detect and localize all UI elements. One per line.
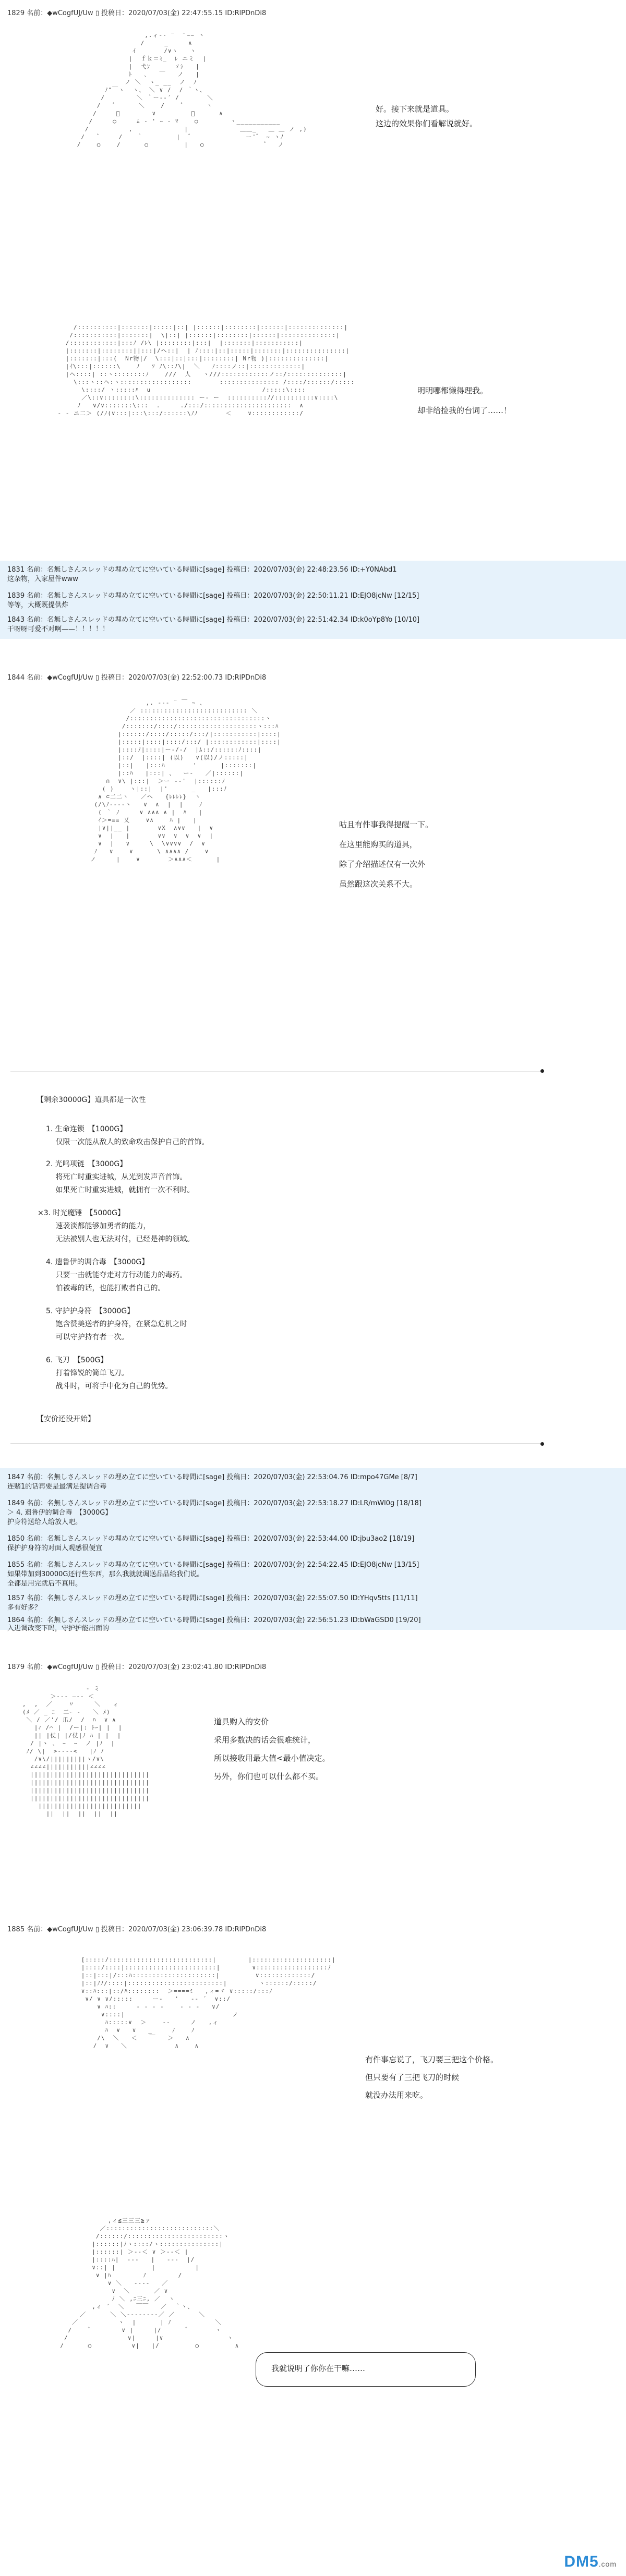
shop-footer: 【安价还没开始】 (37, 1415, 95, 1423)
reply-msg: 连赌1的话再要是最满足提调合毒 (7, 1483, 107, 1491)
reply-meta: 1855 名前：名無しさんスレッドの埋め立てに空いている時間に[sage] 投稿日：2020/07/03(金) 22:54:22.45 ID:EJO8jcNw [13/15] (7, 1561, 419, 1569)
shop-item: 速袭淡都能够加勇者的能力， (46, 1222, 151, 1230)
shop-item: 可以守护持有者一次。 (46, 1333, 129, 1341)
reply-meta: 1839 名前：名無しさんスレッドの埋め立てに空いている時間に[sage] 投稿日：2020/07/03(金) 22:50:11.21 ID:EJO8jcNw [12/15] (7, 592, 419, 600)
reply-meta: 1850 名前：名無しさんスレッドの埋め立てに空いている時間に[sage] 投稿日：2020/07/03(金) 22:53:44.00 ID:jbu3ao2 [18/19] (7, 1535, 415, 1543)
reply-meta: 1847 名前：名無しさんスレッドの埋め立てに空いている時間に[sage] 投稿日：2020/07/03(金) 22:53:04.76 ID:mpo47GMe [8/7] (7, 1473, 417, 1481)
reply-meta: 1849 名前：名無しさんスレッドの埋め立てに空いている時間に[sage] 投稿日：2020/07/03(金) 22:53:18.27 ID:LR/mWl0g [18/18] (7, 1499, 422, 1507)
speech-1829-4: 却非给捡我的台词了……！ (417, 406, 512, 415)
dm5-logo (564, 2553, 617, 2571)
shop-item: 如果死亡时重实进城，就拥有一次不利时。 (46, 1186, 195, 1194)
speech-1885-1: 有件事忘说了，飞刀要三把这个价格。 (365, 2055, 499, 2064)
shop-item: 怕被毒的话，也能打败者自己的。 (46, 1284, 165, 1292)
speech-1844-2: 在这里能购买的道具， (339, 840, 418, 849)
reply-msg: 全都是用完就后不真用。 (7, 1580, 82, 1588)
divider-dot (540, 1069, 544, 1073)
logo-brand: DM5 (564, 2553, 599, 2570)
shop-item: 饱含赞美送者的护身符，在紧急危机之时 (46, 1320, 187, 1328)
speech-1829-2: 这边的效果你们看解说就好。 (376, 119, 478, 128)
shop-title: 【剩余30000G】道具都是一次性 (37, 1096, 146, 1104)
reply-msg: 入进调改变下吗，守护护能出面的 (7, 1625, 110, 1632)
shop-item: 只要一击就能夺走对方行动能力的毒药。 (46, 1271, 187, 1279)
ascii-art-figure-5: [:::::/::::::::::::::::::::::::::| |::::::::::::::::::::| |::::/::::|:::::::::::::::::::::::| ∨::::::::::::::::::ﾉ |::|:::|/:::ﾊ:::::::::::::::::::::| ∨:::::::::::::/ |::|ﾉﾉ/::::|::::::::::::::::::::::::| ヽ::::::/:::::/ ∨::ﾊ:::|::/ﾊ:::::::: ＞====ﾐ ,ィ=ヾ ∨:::::/:::ﾉ ∨/ ∨ ∨/::::: ー‐ ' ‐‐ ´ ∨::/ ∨ ﾊ:: ‐ ‐ ‐ ‐ ‐ ‐ ‐ ∨/ ∨::::| ノ ﾊ:::::∨ ＞ ‐‐ ノ ,ィ ﾊ ∨ ∨ _ ﾉ ﾉ /\ ＼ ＜ ￣ ＞ ∧ / ∨ ＼ ∧ ∧ (81, 1956, 336, 2049)
shop-item: 4. 遗鲁伊的调合毒 【3000G】 (46, 1258, 149, 1266)
shop-item: 战斗时，可将手中化为自己的优势。 (46, 1382, 173, 1390)
post-header-1829: 1829 名前：◆wCogfUJ/Uw ▯ 投稿日：2020/07/03(金) 22:47:55.15 ID:RlPDnDi8 (7, 9, 267, 17)
speech-1879-4: 另外，你们也可以什么都不买。 (214, 1772, 324, 1781)
speech-1885-2: 但只要有了三把飞刀的时候 (365, 2073, 460, 2082)
divider-dot (540, 1442, 544, 1446)
logo-suffix: .com (598, 2560, 617, 2568)
ascii-art-figure-3: ,. -‐- ¨ ￣ ~ 、 ／ ::::::::::::::::::::::::::: ＼ /::::::::::::::::::::::::::::::::::ヽ /:::::::/::::/::::::::::::::::::::ヽ:::ﾊ |::::::/::::/:::::/:::/|:::::::::::|::::| |:::::|::::|::::/:::/ |::::::::::::|::::| |::::ﾉ|::::|ー-/-/ |ﾑ::/::::::ﾉ::::| |::/ |::::| (以) ∨(以)/ノ:::::| |::| |:::ﾊ ' |:::::::| |::ﾊ |:::| 、 ー‐ ／|::::::| ∩ ∨\ |:::| ＞ー ‐‐' |::::::ﾉ ( ) ヽ|::| |' _ |:::ﾉ ∧ ⊂二二ヽ ／ヘ {ﾚﾚﾚﾚ} ヽ (/\ﾉ-‐‐‐ヽ ∨ ∧ | | ﾉ ( ｀ ﾉ ∨ ∧∧∧ ∧ | ﾊ | ｲ＞=≡≡ 乂 ∨∧ ﾊ | | |∨||__ | ∨X ∧∨∨ | ∨ ∨ | | ∨∨ ∨ ∨ ∨ | ∨ | ∨ \ \∨∨∨∨ / ∨ ﾉ ∨ ∨ \ ∧∧∧∧ / ∨ ノ | ∨ ＞∧∧∧＜ | (90, 699, 281, 863)
speech-1829-1: 好。接下来就是道具。 (376, 104, 454, 114)
shop-item: 打着锋锐的简单飞刀。 (46, 1369, 129, 1377)
reply-msg: ＞ 4. 遗鲁伊的调合毒 【3000G】 (7, 1509, 112, 1517)
shop-item: 仅限一次能从敌人的致命攻击保护自己的首饰。 (46, 1138, 209, 1146)
speech-1829-3: 明明哪都懒得理我。 (417, 386, 488, 395)
shop-item: 无法被别人也无法对付，已经是神的领域。 (46, 1235, 195, 1243)
reply-msg: 等等，大概既提供炸 (7, 601, 69, 609)
reply-msg: 护身符送给人给放人吧。 (7, 1518, 82, 1526)
reply-msg: 干呀呀可爱不对啊——！！！！！ (7, 625, 110, 633)
speech-1844-1: 咕且有件事我得提醒一下。 (339, 820, 434, 829)
ascii-art-figure-1: ,.ィ-‐ ¨ ̄ ~~ ヽ / _ ∧ ｲ /∨ヽ ヽ | ｆｋ＝ﾐ_ ﾚ ニミ | | 弋ﾝ ゞｼ | ﾄ ､ ￣ ノ | ノ ＼ ヽ_ __ ノ ﾉ ﾉ"￣ヽ ヽ、 ＼ ∨ / / ｀ヽ、 / ＼ ｀ー‐‐´ / ＼ / ゚ ＼ / ゚ ヽ / ゚ ∨ ゚ ∧ / ○ ﾑ ‐ ' ｰ ‐ ﾏ ○ ヽ___________ / , | ＿＿_ ＿ ＿ ノ ,) / ゚ / ゚ | ゚ ー' ゚ ~ ヽﾉ / ○ / ○ | ○ ゚ ノ (77, 32, 307, 148)
reply-band-2 (0, 1468, 626, 1630)
reply-meta: 1843 名前：名無しさんスレッドの埋め立てに空いている時間に[sage] 投稿日：2020/07/03(金) 22:51:42.34 ID:k0oYp8Yo [10/10] (7, 616, 420, 624)
reply-msg: 多有好多？ (7, 1604, 42, 1612)
ascii-art-figure-2: /::::::::::|:::::::|:::::|::| |::::::|::::::::|::::::|::::::::::::::| /:::::::::::|:::::::| \|::| |::::::|::::::::|::::::|::::::::::::::| /::::::::::::|:::ﾉ /ﾚ\ |::::::::|:::| |:::::::|:::::::::::| |:::::::|::::::::||:::|/ヘ::| | ﾉ::::|::|:::::|:::::::|:::::::::::::::| |:::::::|:::( Nr物|/ \:::|::|:::|::::::::| Nr物 )|::::::::::::::| |ｲ\:::|::::::\ ﾉ ｿ ﾉ\::ﾉ\| ＼ ﾉ::::ノ::|:::::::::::::| |ヘ::::| ::ヽ::::::::ﾉ /// 人 ヽ///::::::::::::ノ::/::::::::::::::| \:::ヽ::ヘ:ヽ:::::::::::::::::: ::::::::::::::: /::::/::::::/::::: \::::/ ヽ:::::ﾊ u /:::::\:::: ／\::∨::::::::\:::::::::::::: ー- ー ::::::::::ﾉ/::::::::::∨::::\ ﾉ ∨/∨:::::::\::: . ./:::/:::::::::::::::::::::: ∧ ‐ ‐ ニ二＞ (/ﾉ(∨:::|:::\:::/::::::\ﾉﾉ ＜ ∨::::::::::::/ (57, 324, 355, 417)
reply-msg: 这杂物，入家屋件www (7, 575, 78, 583)
shop-item: 2. 光鸣项链 【3000G】 (46, 1160, 127, 1168)
shop-item: 5. 守护护身符 【3000G】 (46, 1307, 135, 1315)
ascii-art-figure-6: ,ィ≦三三三≧ァ ／:::::::::::::::::::::::::::＼ /::::::/::::::::::::::::::::::::ヽ |::::::|ﾉヽ::::/ヽ:::::::::::::::| |::::::| ＞‐‐＜ ∨ ＞‐‐＜ | |::::ﾊ| -‐- | -‐- |/ ∨::| | | | ∨ |ﾊ ﾉ / ∨ ＼ ‐‐‐‐ ／ ∨ ＼ ／ ∨ ﾉ ＼ ,ﾆ三ﾆ, ／ ヽ ,ィ ´ ＼ ￣￣ ／ ｀ヽ、 ／ ＼ ＼‐‐‐‐‐‐‐‐／ ／ ＼ ／ ヽ | | ﾉ ＼ / ゚ ∨ | |/ ゚ ヽ / ∨| |∨ ヽ / ○ ∨| |/ ○ ∧ (60, 2217, 239, 2349)
speech-1844-3: 除了介绍描述仅有一次外 (339, 860, 426, 869)
shop-item: 1. 生命连锁 【1000G】 (46, 1125, 127, 1133)
post-header-1885: 1885 名前：◆wCogfUJ/Uw ▯ 投稿日：2020/07/03(金) 23:06:39.78 ID:RlPDnDi8 (7, 1926, 267, 1933)
shop-item: 6. 飞刀 【500G】 (46, 1356, 108, 1364)
speech-1879-2: 采用多数决的话会很难统计， (214, 1735, 316, 1745)
reply-msg: 如果带加到30000G还行些东西，那么我就就调送品品给我们说。 (7, 1570, 204, 1578)
shop-item: 将死亡时重实进城，从光到发声音首饰。 (46, 1173, 187, 1181)
speech-1879-1: 道具购入的安价 (214, 1717, 269, 1726)
speech-1844-4: 虽然跟这次关系不大。 (339, 879, 418, 889)
speech-1885-bubble: 我就说明了你你在干嘛…… (271, 2364, 366, 2373)
shop-item: ×3. 时光魔锤 【5000G】 (38, 1209, 125, 1217)
reply-meta: 1857 名前：名無しさんスレッドの埋め立てに空いている時間に[sage] 投稿日：2020/07/03(金) 22:55:07.50 ID:YHqv5tts [11/11] (7, 1594, 418, 1602)
ascii-art-figure-4: ‐ ミ ＞-‐‐ ―‐- ＜ , , ／ 〃 ＼ ィ (ﾒ ／ _ ﾆ 二ｰ ‐ ＼ ﾒ) ＼ / ／'/ 爪/ / ﾊ ∨ ∧ |ｨ /⌒ | /ー|: ﾄｰ| | | || |仗| |/仗|ﾉ ﾊ | | | / |ヽ 、 ｰ ｰ ノ |ﾉ | ﾉ/ \| >‐‐‐‐< |ﾉ ﾉ /∨\/|||||||||ヽ/∨\ ∠∠∠∠|||||||||||∠∠∠∠ |||||||||||||||||||||||||||||| |||||||||||||||||||||||||||||| |||||||||||||||||||||||||||||| |||||||||||||||||||||||||||||| |||||||||||||||||||||||||| || || || || || (22, 1685, 150, 1817)
post-header-1879: 1879 名前：◆wCogfUJ/Uw ▯ 投稿日：2020/07/03(金) 23:02:41.80 ID:RlPDnDi8 (7, 1663, 267, 1671)
speech-1879-3: 所以接收用最大值<最小值决定。 (214, 1753, 330, 1763)
reply-msg: 保护护身符的对面人观感很便宜 (7, 1544, 103, 1552)
reply-meta: 1831 名前：名無しさんスレッドの埋め立てに空いている時間に[sage] 投稿日：2020/07/03(金) 22:48:23.56 ID:+Y0NAbd1 (7, 566, 397, 574)
reply-meta: 1864 名前：名無しさんスレッドの埋め立てに空いている時間に[sage] 投稿日：2020/07/03(金) 22:56:51.23 ID:bWaGSD0 [19/20] (7, 1616, 421, 1624)
reply-band-1 (0, 561, 626, 639)
speech-1885-3: 就没办法用来吃。 (365, 2090, 428, 2100)
post-header-1844: 1844 名前：◆wCogfUJ/Uw ▯ 投稿日：2020/07/03(金) 22:52:00.73 ID:RlPDnDi8 (7, 674, 267, 682)
